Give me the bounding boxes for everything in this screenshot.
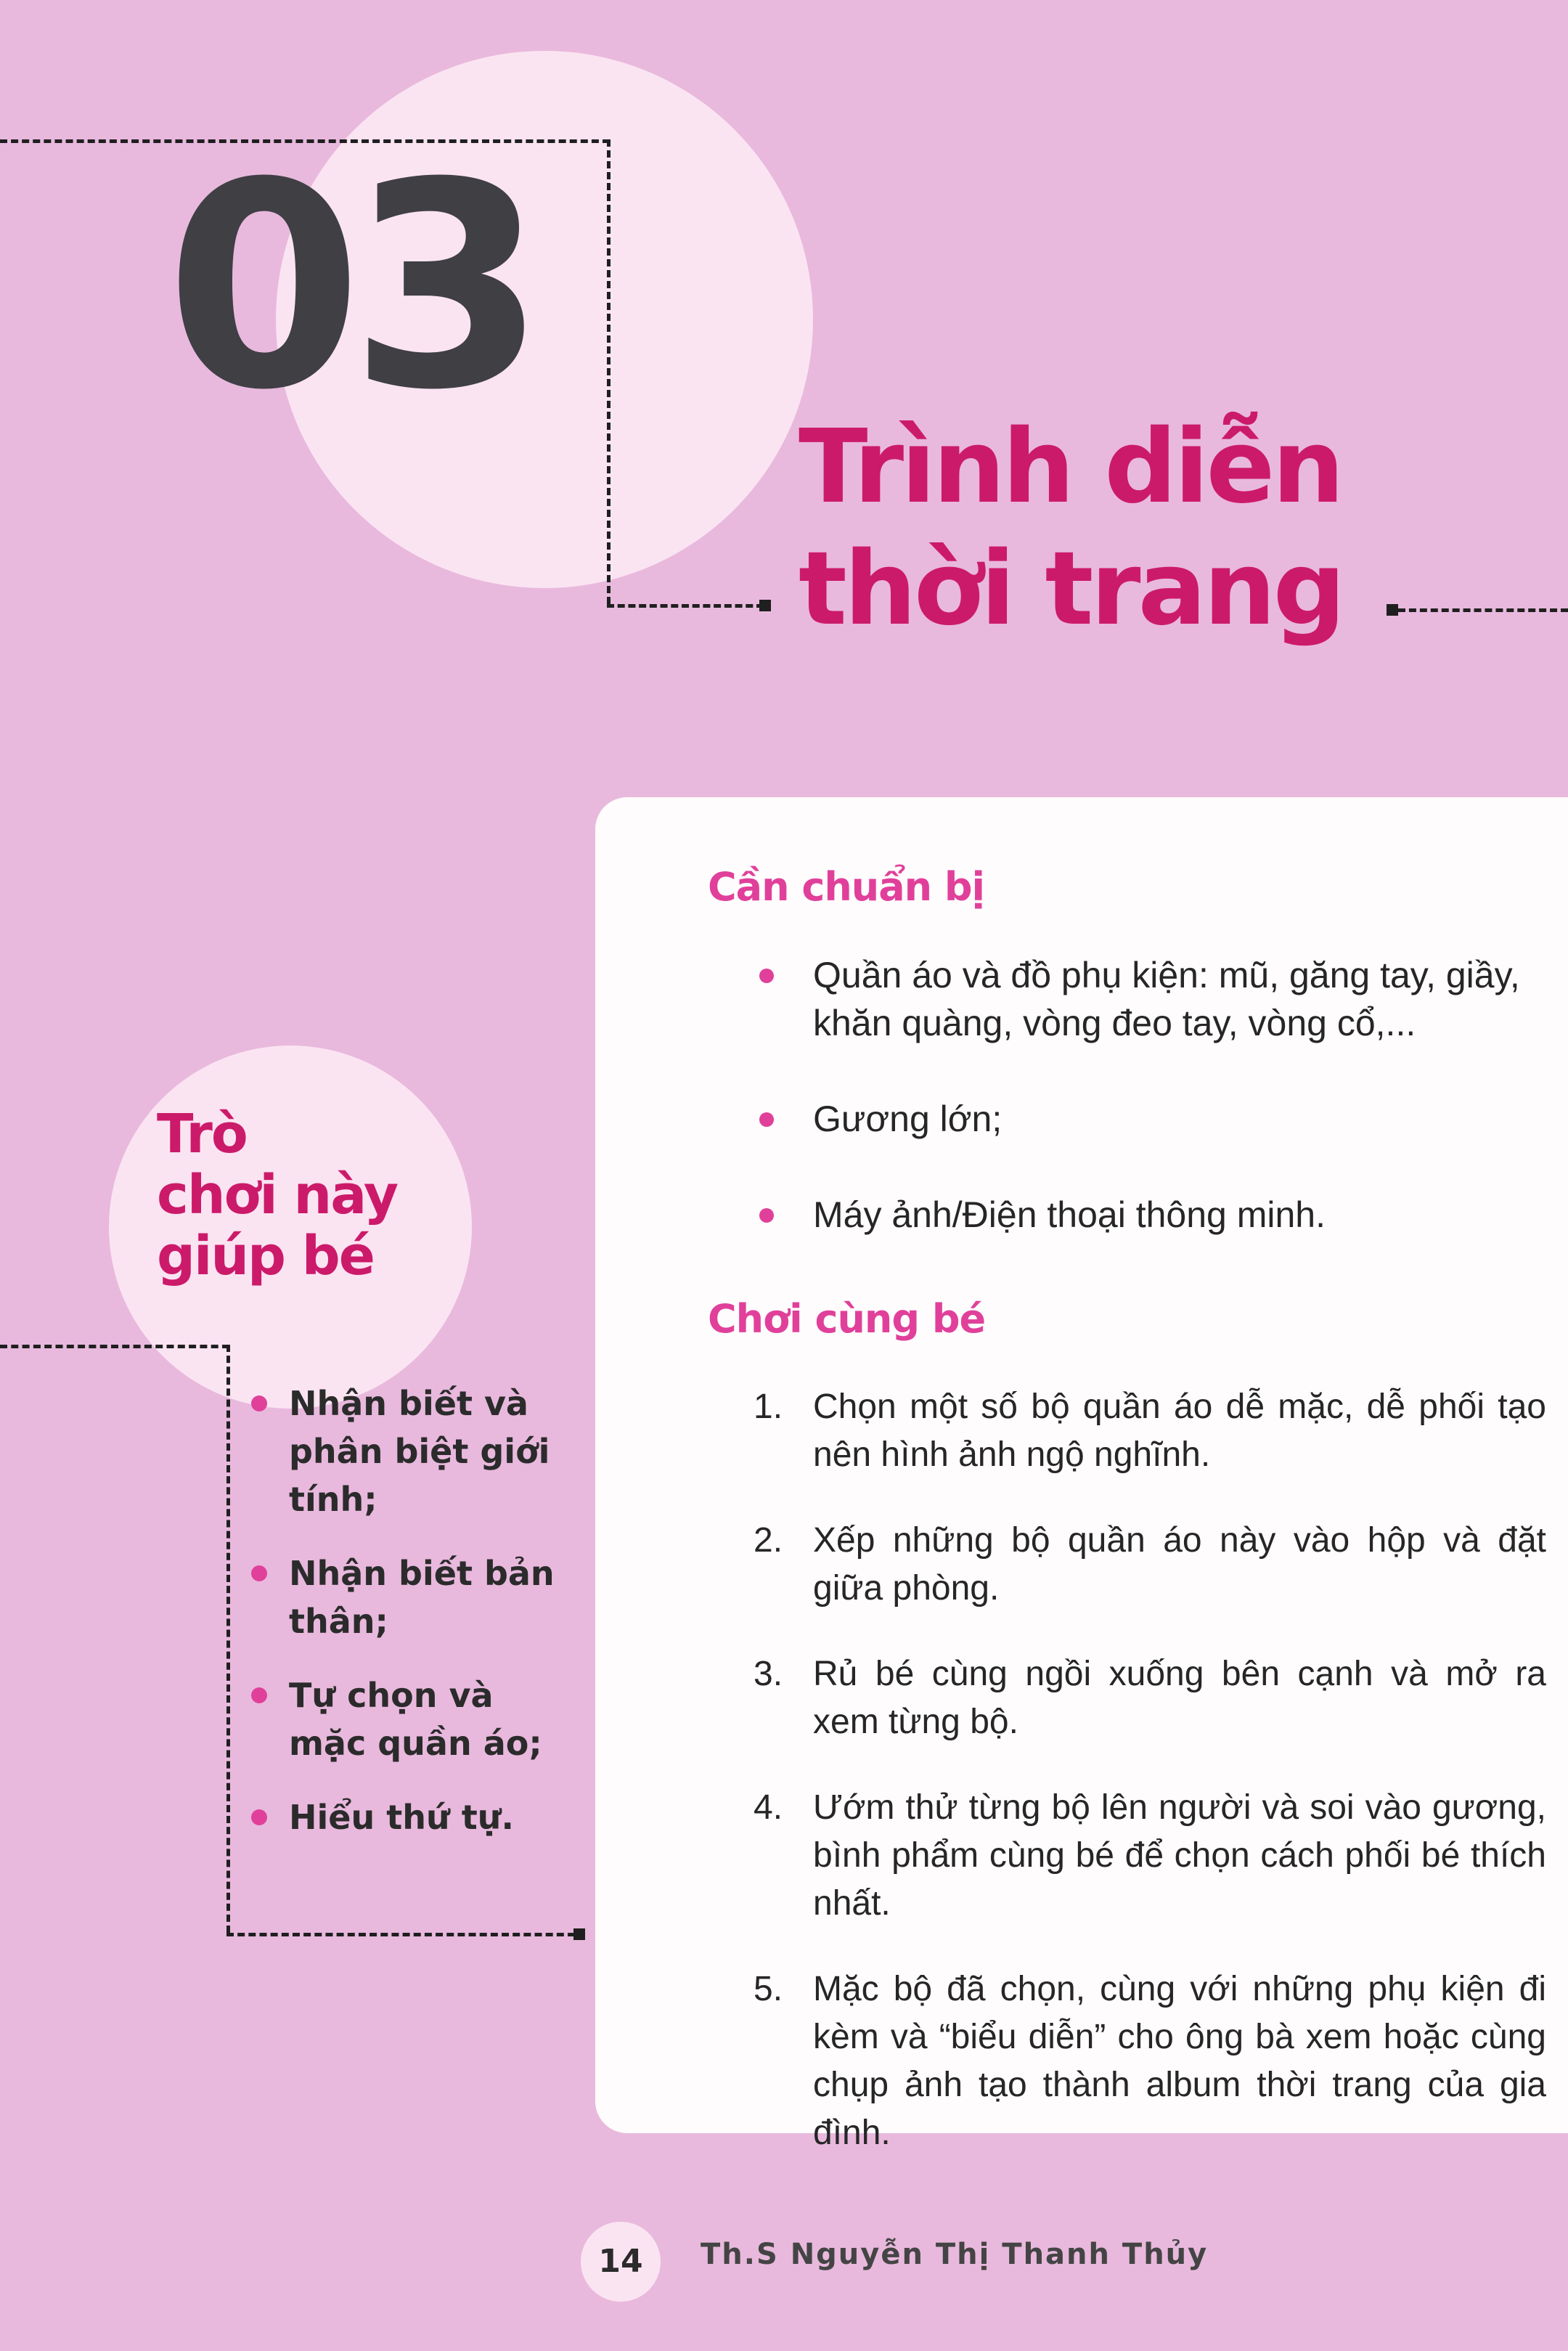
sidebar-heading-line-2: chơi này (157, 1164, 398, 1226)
step-number: 5. (754, 1970, 783, 2008)
step-number: 1. (754, 1388, 783, 1426)
list-item (748, 1517, 1546, 1613)
author-name: Th.S Nguyễn Thị Thanh Thủy (701, 2238, 1209, 2271)
list-item: Nhận biết bản thân; (247, 1549, 559, 1645)
bullet-icon (251, 1687, 267, 1703)
title-line-2: thời trang (799, 530, 1343, 648)
step-number: 2. (754, 1521, 783, 1560)
step-text: Ướm thử từng bộ lên người và soi vào gương, bình phẩm cùng bé để chọn cách phối bé thích nhất. (813, 1788, 1546, 1923)
step-text: Mặc bộ đã chọn, cùng với những phụ kiện đi kèm và “biểu diễn” cho ông bà xem hoặc cùng chụp ảnh tạo thành album thời trang của gia đình. (813, 1970, 1546, 2152)
header-dashed-line-bottom (607, 604, 764, 608)
list-item: Nhận biết và phân biệt giới tính; (247, 1380, 559, 1523)
sidebar-dashed-line-bottom (226, 1933, 575, 1936)
play-section-title: Chơi cùng bé (708, 1296, 986, 1342)
bullet-icon (759, 1112, 774, 1127)
list-item: Tự chọn và mặc quần áo; (247, 1671, 559, 1767)
page-number: 14 (598, 2243, 643, 2280)
step-number: 3. (754, 1655, 783, 1693)
bullet-icon (251, 1809, 267, 1825)
sidebar-heading-line-1: Trò (157, 1103, 247, 1165)
sidebar-dashed-line-vertical (226, 1345, 230, 1933)
step-number: 4. (754, 1788, 783, 1827)
header-dashed-line-vertical (607, 139, 611, 604)
bullet-icon (251, 1395, 267, 1411)
steps-list (748, 1383, 1546, 2195)
list-item: Hiểu thứ tự. (247, 1793, 559, 1841)
prep-list (755, 951, 1553, 1287)
list-item (748, 1965, 1546, 2157)
list-item (748, 1383, 1546, 1479)
list-item (748, 1784, 1546, 1928)
header-line-end-marker (759, 600, 771, 611)
step-text: Rủ bé cùng ngồi xuống bên cạnh và mở ra xem từng bộ. (813, 1655, 1546, 1741)
list-item: Quần áo và đồ phụ kiện: mũ, găng tay, giầy, khăn quàng, vòng đeo tay, vòng cổ,... (755, 951, 1553, 1047)
title-line-1: Trình diễn (799, 408, 1342, 526)
step-text: Chọn một số bộ quần áo dễ mặc, dễ phối tạo nên hình ảnh ngộ nghĩnh. (813, 1388, 1546, 1474)
bullet-icon (759, 1208, 774, 1223)
page-title (799, 407, 1452, 651)
list-item (748, 1650, 1546, 1746)
list-item: Máy ảnh/Điện thoại thông minh. (755, 1191, 1553, 1239)
benefits-list (247, 1380, 559, 1867)
step-text: Xếp những bộ quần áo này vào hộp và đặt giữa phòng. (813, 1521, 1546, 1608)
bullet-icon (759, 969, 774, 983)
list-item: Gương lớn; (755, 1095, 1553, 1143)
chapter-number: 03 (166, 122, 534, 452)
sidebar-heading-line-3: giúp bé (157, 1225, 374, 1287)
sidebar-line-end-marker (573, 1928, 585, 1940)
prep-section-title: Cần chuẩn bị (708, 864, 985, 910)
sidebar-dashed-line-top (0, 1345, 229, 1348)
bullet-icon (251, 1565, 267, 1581)
sidebar-heading (157, 1104, 462, 1287)
